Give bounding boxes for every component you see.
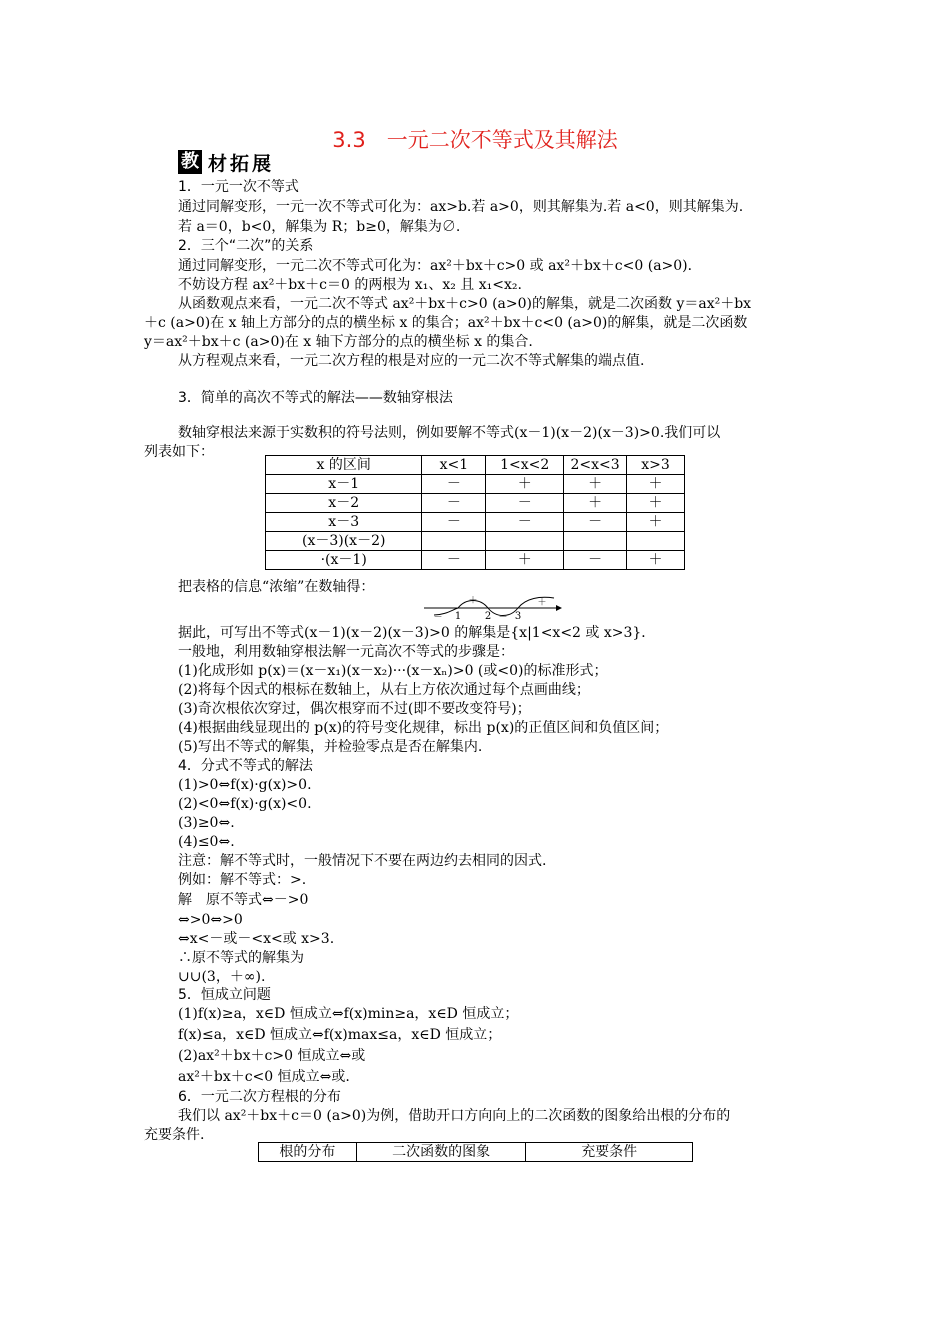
text-line: 例如：解不等式：>. <box>178 872 307 888</box>
section-heading: 2．三个“二次”的关系 <box>178 238 314 254</box>
table-cell: － <box>422 475 486 494</box>
table-cell: (x－3)(x－2) <box>266 532 422 551</box>
axis-arrow <box>556 605 562 611</box>
text-line: 通过同解变形，一元一次不等式可化为：ax>b.若 a>0，则其解集为.若 a<0，则其解集为. <box>178 199 744 215</box>
header-cell: 1<x<2 <box>486 456 564 475</box>
page-title: 3.3 一元二次不等式及其解法 <box>332 128 618 152</box>
header-cell: 二次函数的图象 <box>356 1143 526 1162</box>
table-row <box>266 551 685 570</box>
text-line: ax²＋bx＋c<0 恒成立⇔或. <box>178 1069 350 1085</box>
text-line: f(x)≤a，x∈D 恒成立⇔f(x)max≤a，x∈D 恒成立； <box>178 1027 502 1043</box>
section-heading: 4．分式不等式的解法 <box>178 758 313 774</box>
table-cell: ·(x－1) <box>266 551 422 570</box>
sign-label: ＋ <box>468 596 478 606</box>
text-line: 列表如下： <box>144 444 214 460</box>
text-line: ∴原不等式的解集为 <box>178 950 304 966</box>
header-cell: x<1 <box>422 456 486 475</box>
table-cell <box>564 532 627 551</box>
text-line: (1)化成形如 p(x)＝(x－x₁)(x－x₂)···(x－xₙ)>0 (或<0)的标准形式； <box>178 663 608 679</box>
table-cell: x－2 <box>266 494 422 513</box>
sign-table-header <box>266 456 685 475</box>
root-distribution-table <box>258 1142 693 1162</box>
text-line: 不妨设方程 ax²＋bx＋c＝0 的两根为 x₁、x₂ 且 x₁<x₂. <box>178 277 522 293</box>
table-cell: － <box>422 551 486 570</box>
table-row <box>266 532 685 551</box>
text-line: (2)将每个因式的根标在数轴上，从右上方依次通过每个点画曲线； <box>178 682 590 698</box>
table-cell <box>627 532 685 551</box>
sign-label: － <box>498 613 508 622</box>
text-line: ⇔x<－或－<x<或 x>3. <box>178 931 335 947</box>
text-line: 解 原不等式⇔－>0 <box>178 892 309 908</box>
table-row <box>266 475 685 494</box>
table-cell: ＋ <box>486 475 564 494</box>
table-row <box>266 494 685 513</box>
text-line: 一般地，利用数轴穿根法解一元高次不等式的步骤是： <box>178 644 514 660</box>
header-cell: x 的区间 <box>266 456 422 475</box>
table-cell: － <box>486 494 564 513</box>
table-row <box>266 513 685 532</box>
section-heading: 5．恒成立问题 <box>178 987 271 1003</box>
text-line: y＝ax²＋bx＋c (a>0)在 x 轴下方部分的点的横坐标 x 的集合. <box>144 334 533 350</box>
banner-text: 材拓展 <box>208 152 275 175</box>
header-cell: 充要条件 <box>526 1143 693 1162</box>
text-line: (1)f(x)≥a，x∈D 恒成立⇔f(x)min≥a，x∈D 恒成立； <box>178 1006 519 1022</box>
section-heading: 3．简单的高次不等式的解法——数轴穿根法 <box>178 390 453 406</box>
table-cell: ＋ <box>486 551 564 570</box>
table-cell: ＋ <box>627 475 685 494</box>
table-cell: x－3 <box>266 513 422 532</box>
text-line: 把表格的信息“浓缩”在数轴得： <box>178 579 375 595</box>
text-line: ＋c (a>0)在 x 轴上方部分的点的横坐标 x 的集合；ax²＋bx＋c<0 (a>0)的解集，就是二次函数 <box>144 315 748 331</box>
table-cell: ＋ <box>564 475 627 494</box>
text-line: ∪∪(3，＋∞). <box>178 969 266 985</box>
sign-label: － <box>433 613 443 622</box>
text-line: (4)根据曲线显现出的 p(x)的符号变化规律，标出 p(x)的正值区间和负值区间； <box>178 720 669 736</box>
root-label: 1 <box>454 611 462 622</box>
text-line: (4)≤0⇔. <box>178 834 235 850</box>
number-line-diagram <box>420 594 565 622</box>
table-cell <box>486 532 564 551</box>
section-heading: 6．一元二次方程根的分布 <box>178 1089 341 1105</box>
table-cell: ＋ <box>627 513 685 532</box>
table-cell: ＋ <box>627 494 685 513</box>
banner-box: 教 <box>178 150 202 174</box>
text-line: (2)ax²＋bx＋c>0 恒成立⇔或 <box>178 1048 366 1064</box>
text-line: 数轴穿根法来源于实数积的符号法则，例如要解不等式(x－1)(x－2)(x－3)>0.我们可以 <box>178 425 721 441</box>
text-line: 据此，可写出不等式(x－1)(x－2)(x－3)>0 的解集是{x|1<x<2 或 x>3}． <box>178 625 656 641</box>
table-cell <box>422 532 486 551</box>
text-line: ⇔>0⇔>0 <box>178 912 243 928</box>
table-cell: － <box>486 513 564 532</box>
text-line: 充要条件. <box>144 1127 205 1143</box>
sign-label: ＋ <box>537 598 547 608</box>
text-line: 若 a＝0，b<0，解集为 R；b≥0，解集为∅. <box>178 219 461 235</box>
text-line: (3)奇次根依次穿过，偶次根穿而不过(即不要改变符号)； <box>178 701 531 717</box>
table-cell: ＋ <box>627 551 685 570</box>
header-cell: 2<x<3 <box>564 456 627 475</box>
table-cell: ＋ <box>564 494 627 513</box>
text-line: (2)<0⇔f(x)·g(x)<0. <box>178 796 312 812</box>
table-cell: － <box>564 551 627 570</box>
root-label: 2 <box>484 611 492 622</box>
dist-table-header <box>259 1143 693 1162</box>
root-label: 3 <box>514 611 522 622</box>
text-line: (3)≥0⇔. <box>178 815 235 831</box>
text-line: 我们以 ax²＋bx＋c＝0 (a>0)为例，借助开口方向向上的二次函数的图象给出根的分布的 <box>178 1108 731 1124</box>
section-heading: 1．一元一次不等式 <box>178 179 299 195</box>
table-cell: x－1 <box>266 475 422 494</box>
text-line: 通过同解变形，一元二次不等式可化为：ax²＋bx＋c>0 或 ax²＋bx＋c<0 (a>0)． <box>178 258 702 274</box>
section-banner <box>178 150 274 174</box>
header-cell: x>3 <box>627 456 685 475</box>
text-line: 从方程观点来看，一元二次方程的根是对应的一元二次不等式解集的端点值. <box>178 353 645 369</box>
sign-table <box>265 455 685 570</box>
text-line: 注意：解不等式时，一般情况下不要在两边约去相同的因式. <box>178 853 547 869</box>
text-line: 从函数观点来看，一元二次不等式 ax²＋bx＋c>0 (a>0)的解集，就是二次函数 y＝ax²＋bx <box>178 296 752 312</box>
table-cell: － <box>422 494 486 513</box>
table-cell: － <box>422 513 486 532</box>
text-line: (5)写出不等式的解集，并检验零点是否在解集内. <box>178 739 483 755</box>
sign-curve <box>434 597 554 615</box>
header-cell: 根的分布 <box>259 1143 357 1162</box>
table-cell: － <box>564 513 627 532</box>
text-line: (1)>0⇔f(x)·g(x)>0. <box>178 777 312 793</box>
